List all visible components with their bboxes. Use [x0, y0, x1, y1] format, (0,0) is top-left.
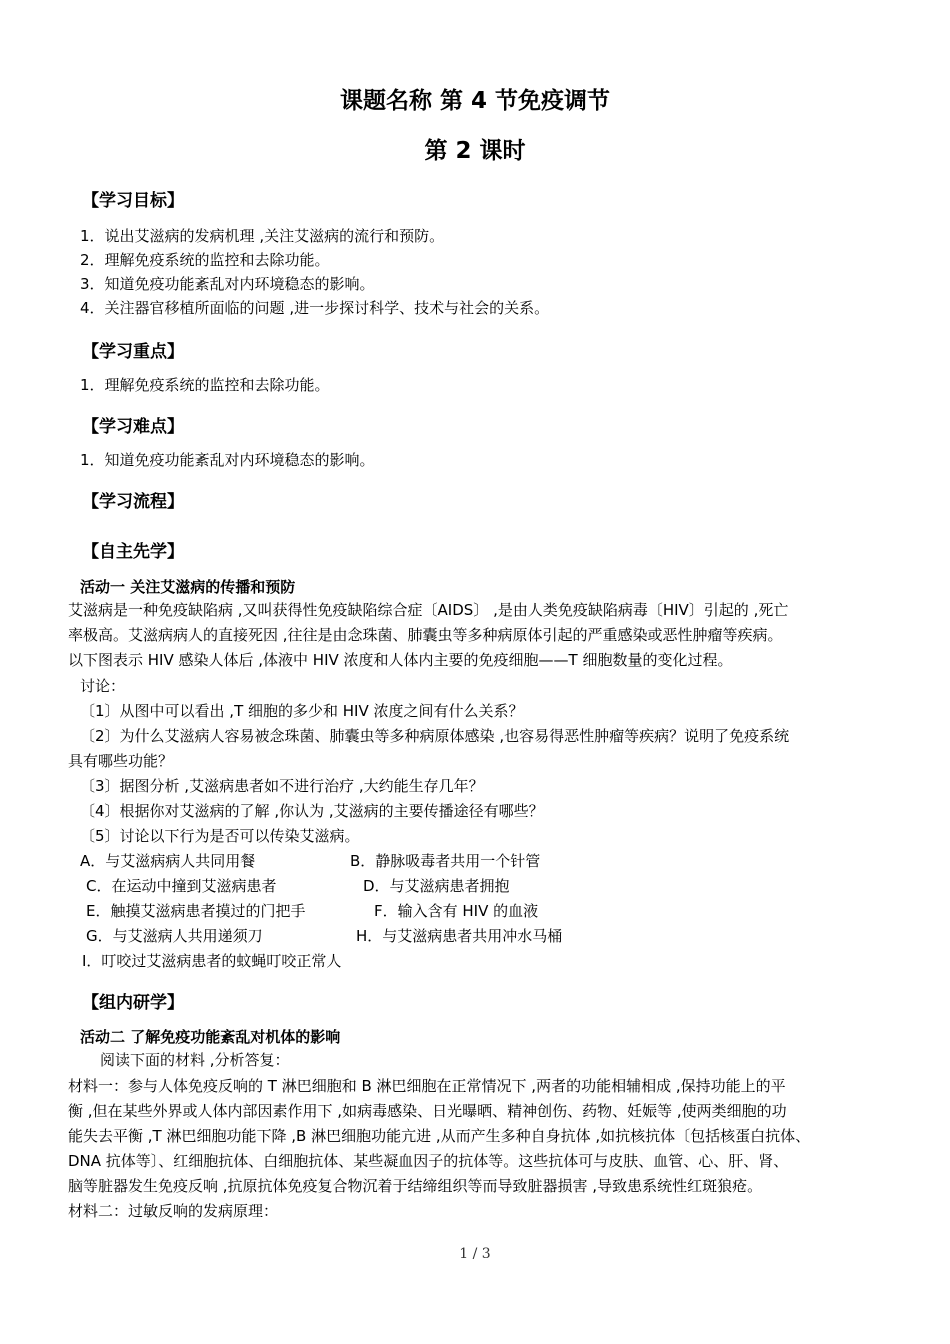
question-item: 〔3〕据图分析 ,艾滋病患者如不进行治疗 ,大约能生存几年？ [80, 777, 484, 795]
group-study-heading: 【组内研学】 [82, 993, 184, 1013]
option-right: H．与艾滋病患者共用冲水马桶 [356, 927, 563, 945]
key-heading: 【学习重点】 [82, 342, 184, 362]
page-number: 1 / 3 [459, 1246, 491, 1262]
option-right: D．与艾滋病患者拥抱 [363, 877, 510, 895]
question-item: 具有哪些功能？ [68, 752, 174, 770]
option-right: B．静脉吸毒者共用一个针管 [350, 852, 541, 870]
activity1-paragraph: 艾滋病是一种免疫缺陷病 ,又叫获得性免疫缺陷综合症〔AIDS〕 ,是由人类免疫缺陷病毒〔HIV〕引起的 ,死亡 [68, 601, 789, 619]
read-prompt: 阅读下面的材料 ,分析答复： [100, 1051, 290, 1069]
option-item: I．叮咬过艾滋病患者的蚊蝇叮咬正常人 [82, 952, 342, 970]
option-left: A．与艾滋病病人共同用餐 [80, 852, 256, 870]
goal-item: 1．说出艾滋病的发病机理 ,关注艾滋病的流行和预防。 [80, 227, 445, 245]
goal-item: 3．知道免疫功能紊乱对内环境稳态的影响。 [80, 275, 375, 293]
option-right: F．输入含有 HIV 的血液 [374, 902, 539, 920]
difficulty-heading: 【学习难点】 [82, 417, 184, 437]
material2-paragraph: 材料二：过敏反响的发病原理： [68, 1202, 279, 1220]
goal-item: 4．关注器官移植所面临的问题 ,进一步探讨科学、技术与社会的关系。 [80, 299, 550, 317]
material1-paragraph: DNA 抗体等〕、红细胞抗体、白细胞抗体、某些凝血因子的抗体等。这些抗体可与皮肤、血管、心、肝、肾、 [68, 1152, 789, 1170]
question-item: 〔1〕从图中可以看出 ,T 细胞的多少和 HIV 浓度之间有什么关系？ [80, 702, 524, 720]
option-left: G．与艾滋病人共用递须刀 [86, 927, 263, 945]
page-title: 课题名称 第 4 节免疫调节 [339, 88, 611, 114]
goals-heading: 【学习目标】 [82, 191, 184, 211]
goal-item: 2．理解免疫系统的监控和去除功能。 [80, 251, 330, 269]
page-subtitle: 第 2 课时 [424, 138, 526, 164]
self-study-heading: 【自主先学】 [82, 542, 184, 562]
activity1-paragraph: 率极高。艾滋病病人的直接死因 ,往往是由念珠菌、肺囊虫等多种病原体引起的严重感染或恶性肿瘤等疾病。 [68, 626, 783, 644]
key-item: 1．理解免疫系统的监控和去除功能。 [80, 376, 330, 394]
discuss-label: 讨论： [80, 677, 126, 695]
flow-heading: 【学习流程】 [82, 492, 184, 512]
material1-paragraph: 脑等脏器发生免疫反响 ,抗原抗体免疫复合物沉着于结缔组织等而导致脏器损害 ,导致患系统性红斑狼疮。 [68, 1177, 763, 1195]
difficulty-item: 1．知道免疫功能紊乱对内环境稳态的影响。 [80, 451, 375, 469]
question-item: 〔5〕讨论以下行为是否可以传染艾滋病。 [80, 827, 360, 845]
material1-paragraph: 能失去平衡 ,T 淋巴细胞功能下降 ,B 淋巴细胞功能亢进 ,从而产生多种自身抗体 ,如抗核抗体〔包括核蛋白抗体、 [68, 1127, 811, 1145]
activity1-title: 活动一 关注艾滋病的传播和预防 [80, 578, 296, 596]
material1-paragraph: 材料一：参与人体免疫反响的 T 淋巴细胞和 B 淋巴细胞在正常情况下 ,两者的功能相辅相成 ,保持功能上的平 [68, 1077, 786, 1095]
option-left: C．在运动中撞到艾滋病患者 [86, 877, 277, 895]
question-item: 〔2〕为什么艾滋病人容易被念珠菌、肺囊虫等多种病原体感染 ,也容易得恶性肿瘤等疾病？说明了免疫系统 [80, 727, 790, 745]
material1-paragraph: 衡 ,但在某些外界或人体内部因素作用下 ,如病毒感染、日光曝晒、精神创伤、药物、妊娠等 ,使两类细胞的功 [68, 1102, 787, 1120]
question-item: 〔4〕根据你对艾滋病的了解 ,你认为 ,艾滋病的主要传播途径有哪些？ [80, 802, 544, 820]
activity1-paragraph: 以下图表示 HIV 感染人体后 ,体液中 HIV 浓度和人体内主要的免疫细胞——T 细胞数量的变化过程。 [68, 651, 733, 669]
activity2-title: 活动二 了解免疫功能紊乱对机体的影响 [80, 1028, 341, 1046]
option-left: E．触摸艾滋病患者摸过的门把手 [86, 902, 306, 920]
